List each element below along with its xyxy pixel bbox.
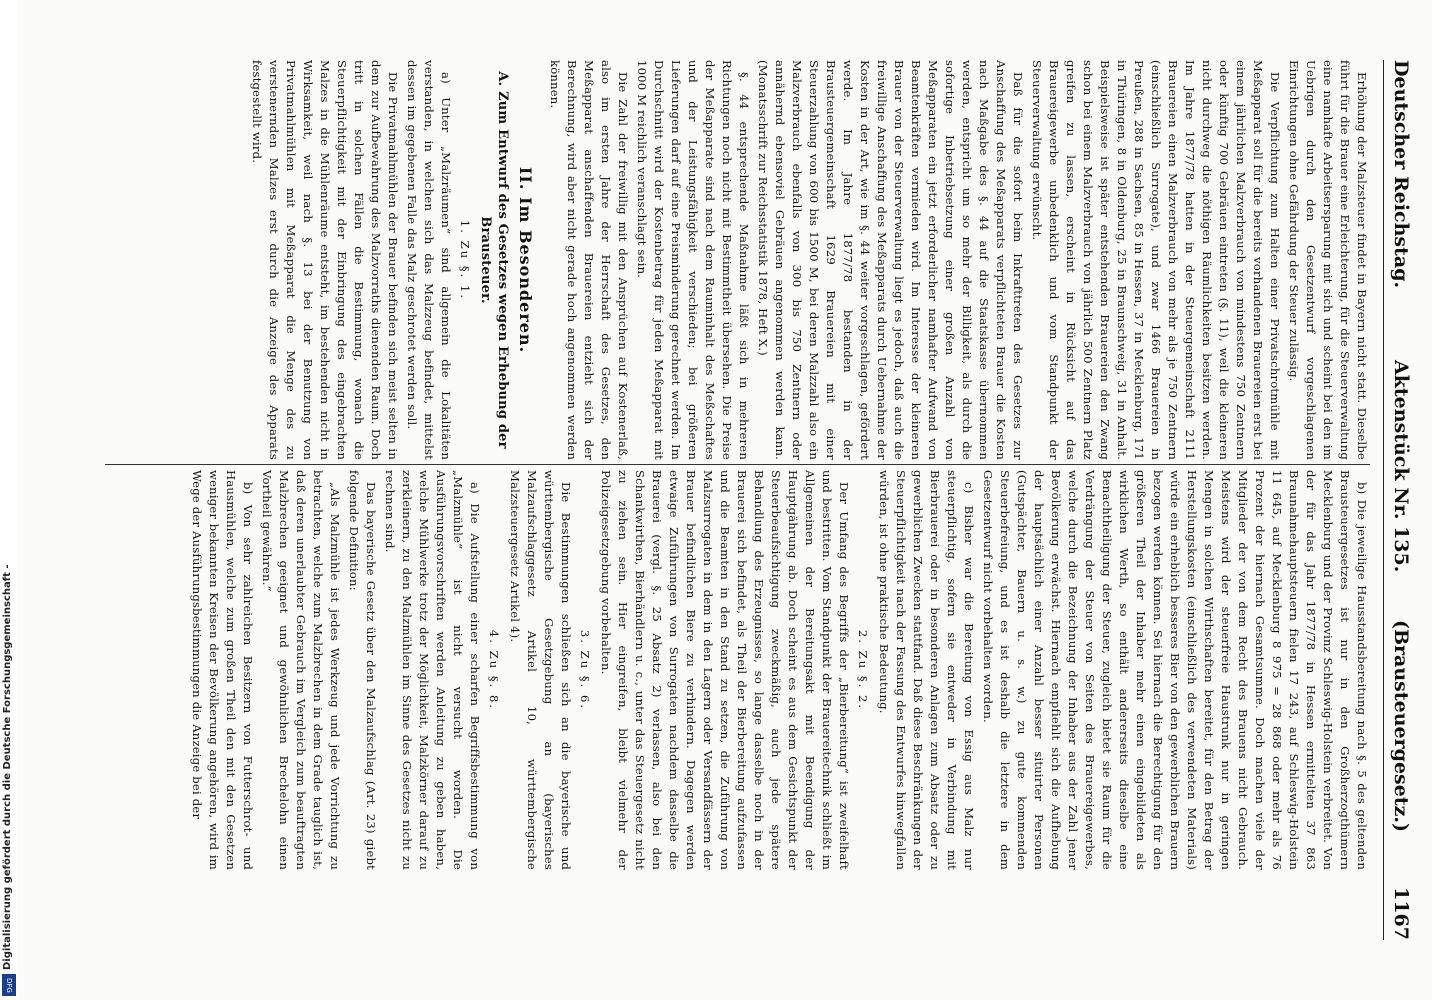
column-divider [105,464,1370,465]
paragraph: Der Umfang des Begriffs der „Bierbereitung“ ist zweifelhaft und bestritten. Vom Standpunkt der Brauereitechnik schließt im Allgemeinen der Bereitungsakt mit Beendigung der Hauptgährung ab. Doch scheint es aus dem Gesichtspunkt der Steuerbeaufsichtigung zweckmäßig, auch jede spätere Behandlung des Erzeugnisses, so lange dasselbe noch in der Brauerei sich befindet, als Theil der Bierbereitung aufzufassen und die Beamten in den Stand zu setzen, die Zuführung von Malzsurrogaten in dem in den Lagern oder Versandfässern der Brauer befindlichen Biere zu verhindern. Dagegen werden etwaige Zuführungen von Surrogaten nachdem dasselbe die Brauerei (vergl. §. 25 Absatz 2) verlassen, also bei den Schankwirthen, Bierhändlern u. c., unter das Steuergesetz nicht zu ziehen sein. Hier eingreifen, bleibt vielmehr der Polizeigesetzgebung vorbehalten. [599,470,851,870]
section-heading: II. Im Besonderen. [516,166,535,354]
credit-text: Digitalisierung gefördert durch die Deutsche Forschungsgemeinschaft - [2,564,13,970]
paragraph: c) Bisher war die Bereitung von Essig aus Malz nur steuerpflichtig, sofern sie entweder in Verbindung mit Bierbrauerei oder in besonderen Anlagen zum Absatz oder zu gewerblichen Zwecken stattfand. Daß diese Beschränkungen der Steuerpflichtigkeit nach der Fassung des Entwurfes hinwegfallen würden, ist ohne praktische Bedeutung. [877,470,976,870]
header-document: Aktenstück Nr. 135. [1390,360,1412,573]
header-subject: (Brausteuergesetz.) [1390,620,1412,832]
right-column [100,470,1370,870]
subsection-heading: A. Zum Entwurf des Gesetzes wegen Erhebung der Brausteuer. [478,71,510,449]
paragraph: Erhöhung der Malzsteuer findet in Bayern nicht statt. Dieselbe führt für die Brauer eine Erleichterung, für die Steuerverwaltung eine namhafte Arbeitsersparung mit sich und scheint bei den im Uebrigen durch den Gesetzentwurf vorgeschlagenen Einrichtungen ohne Gefährdung der Steuer zulässig. [1287,60,1369,460]
left-column [100,60,1370,460]
paragraph: a) Die Aufstellung einer scharfen Begriffsbestimmung von „Malzmühle“ ist nicht versucht worden. Die Ausführungsvorschriften werden Anleitung zu geben haben, welche Mühlwerke trotz der Möglichkeit, Malzkörner darauf zu zerkleinern, zu den Malzmühlen im Sinne des Gesetzes nicht zu rechnen sind. [383,470,482,870]
section-ref: 1. Zu §. 1. [458,219,472,301]
paragraph: Die Zahl der freiwillig mit den Ansprüchen auf Kostenerlaß, also im ersten Jahre der Herrschaft des Gesetzes, den Meßapparat anschaffenden Brauereien entzieht sich der Berechnung, wird aber nicht gerade hoch angenommen werden können. [548,60,630,460]
paragraph: Die Verpflichtung zum Halten einer Privatschrotmühle mit Meßapparat soll für die bereits vorhandenen Brauereien erst bei einem jährlichen Malzverbrauch von mindestens 750 Zentnern oder künftig 700 Gebräuen eintreten (§. 11), weil die kleineren nicht durchweg die nöthigen Räumlichkeiten besitzen werden. Im Jahre 1877/78 hatten in der Steuergemeinschaft 2111 Brauereien einen Malzverbrauch von mehr als je 750 Zentnern (einschließlich Surrogate), und zwar 1466 Brauereien in Preußen, 288 in Sachsen, 85 in Hessen, 37 in Mecklenburg, 171 in Thüringen, 8 in Oldenburg, 25 in Braunschweig, 31 in Anhalt. Beispielsweise ist später entstehenden Brauereien den Zwang schon bei einem Malzverbrauch von jährlich 500 Zentnern Platz greifen zu lassen, erscheint in Rücksicht auf das Brauereigewerbe unbedenklich und vom Standpunkt der Steuerverwaltung erwünscht. [1030,60,1282,460]
paragraph: §. 44 entsprechende Maßnahme läßt sich in mehreren Richtungen noch nicht mit Bestimmtheit übersehen. Die Preise der Meßapparate sind nach dem Rauminhalt des Meßschaftes und der Leistungsfähigkeit verschieden; bei größeren Lieferungen darf auf eine Preisminderung gerechnet werden. Im Durchschnitt wird der Kostenbetrag für jeden Meßapparat mit 1000 M reichlich veranschlagt sein. [635,60,751,460]
paragraph: Das bayerische Gesetz über den Malzaufschlag (Art. 23) giebt folgende Definition: [347,470,378,870]
paragraph: b) Die jeweilige Hausstandsbereitung nach §. 5 des geltenden Brausteuergesetzes ist nur in den Großherzogthümern Mecklenburg und der Provinz Schleswig-Holstein verbreitet. Von der für das Jahr 1877/78 in Hessen ermittelten 37 863 Braunahmehauptsteuern fielen 17 243, auf Schleswig-Holstein 11 645, auf Mecklenburg 8 975 = 28 868 oder mehr als 76 Prozent der hiernach Gesamtsumme. Doch machen viele der Mitglieder der von dem Recht des Brauens nicht Gebrauch. Meistens wird der steuerfreie Haustrunk nur in geringen Mengen in solchen Wirthschaften bereitet, für den Betrag der Herstellungskosten (einschließlich des verwendeten Materials) würde ein erheblich besseres Bier von den gewerblichen Brauern bezogen werden können. Sei hiernach die Berechtigung für den größeren Theil der Inhaber mehr einen eingebildeten als wirklichen Werth, so enthält andererseits dieselbe eine Benachtheiligung der Steuer, zugleich bietet sie Raum für die Verdrängung der Steuer von Seiten des Brauereigewerbes, welche durch die Bezeichnung der Inhaber aus der Zahl jener Bevölkerung erwächst. Hiernach empfiehlt sich die Aufhebung der hauptsächlich einer Anzahl besser situirter Personen (Gutspächter, Bauern u. s. w.) zu gute kommenden Steuerbefreiung, und es ist deshalb die letztere in dem Gesetzentwurf nicht vorbehalten worden. [981,470,1369,870]
running-header [1383,60,1414,940]
paragraph: b) Von sehr zahlreichen Besitzern von Futterschrot- und Hausmühlen, welche zum großen Theil den mit den Gesetzen weniger bekannten Kreisen der Bevölkerung angehören, wird im Wege der Ausführungsbestimmungen die Anzeige bei der [190,470,255,870]
paragraph: Die Privatmahlmühlen der Brauer befinden sich meist selten in dem zur Aufbewahrung des Malzvorraths dienenden Raum. Doch tritt in solchen Fällen die Bestimmung, wonach die Steuerpflichtigkeit mit der Einbringung des eingebrachten Malzes in die Mühlenräume entsteht, im bestehenden nicht in Wirksamkeit, weil nach §. 13 bei der Benutzung von Privatmahlmühlen mit Meßapparat die Menge des zu verstenernden Malzes erst durch die Anzeige des Apparats festgestellt wird. [250,60,400,460]
digitization-credit [0,0,18,1000]
header-publication: Deutscher Reichstag. [1390,60,1412,289]
section-ref: 4. Zu §. 8. [487,629,501,711]
page-number: 1167 [1390,887,1412,940]
section-ref: 2. Zu §. 2. [856,629,870,711]
paragraph: Die Bestimmungen schließen sich an die bayerische und württembergische Gesetzgebung an (bayerisches Malzaufschlaggesetz Artikel 10, württembergische Malzsteuergesetz Artikel 4). [508,470,573,870]
paragraph: Daß für die sofort beim Inkrafttreten des Gesetzes zur Anschaffung des Meßapparats verpflichteten Brauer die Kosten nach Maßgabe des §. 44 auf die Staatskasse übernommen werden, entspricht um so mehr der Billigkeit, als durch die sofortige Inbetriebsetzung einer großen Anzahl von Meßapparaten ein jetzt erforderlicher namhafter Aufwand von Beamtenkräften vermieden wird. Im Interesse der kleineren Brauer von der Steuerverwaltung liegt es jedoch, daß auch die freiwillige Anschaffung des Meßapparats durch Uebernahme der Kosten in der Art, wie im §. 44 weiter vorgeschlagen, gefördert werde. Im Jahre 1877/78 bestanden in der Brausteuergemeinschaft 1629 Brauereien mit einer Steuerzahlung von 600 bis 1500 M, bei deren Malzzahl also ein Malzverbrauch ebenfalls von 300 bis 750 Zentnern oder annähernd ebensoviel Gebräuen angenommen werden kann. (Monatsschrift zur Reichsstatistik 1878, Heft X.) [756,60,1025,460]
dfg-logo: DFG [2,974,16,996]
section-ref: 3. Zu §. 6. [578,629,592,711]
quotation: „Als Malzmühle ist jedes Werkzeug und jede Vorrichtung zu betrachten, welche zum Malzbrechen in dem Grade tauglich ist, daß deren unerlaubter Gebrauch im Vergleich zum beauftragten Malzbrechen geeignet und gewöhnlichen Brechelohn einen Vortheil gewähren.“ [260,470,342,870]
paragraph: a) Unter „Malzräumen“ sind allgemein die Lokalitäten verstanden, in welchen sich das Malzzeug befindet, mittelst dessen im gegebenen Falle das Malz geschrotet werden soll. [405,60,453,460]
